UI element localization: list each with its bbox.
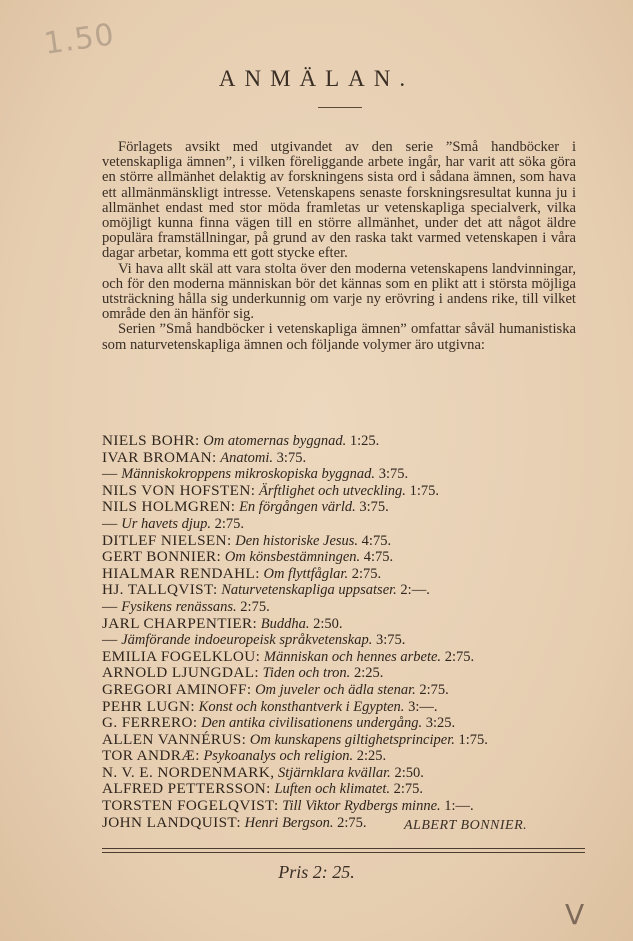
book-title: Människokroppens mikroskopiska byggnad.	[121, 466, 376, 483]
book-entry	[102, 599, 592, 616]
book-price: 1:75.	[409, 482, 439, 499]
book-author: DITLEF NIELSEN:	[102, 531, 232, 549]
book-title: Om flyttfåglar.	[263, 565, 349, 582]
book-title: Naturvetenskapliga uppsatser.	[221, 582, 397, 599]
title-divider	[318, 107, 362, 108]
publisher-signature: ALBERT BONNIER.	[404, 818, 528, 833]
book-price: 2:75.	[214, 515, 245, 532]
book-author: HJ. TALLQVIST:	[102, 581, 218, 599]
price-line: Pris 2: 25.	[278, 862, 355, 882]
book-price: 2:75.	[351, 565, 382, 582]
book-entry	[102, 450, 592, 467]
book-entry	[102, 499, 592, 516]
book-title: Om könsbestämningen.	[224, 549, 361, 566]
intro-paragraph: Förlagets avsikt med utgivandet av den serie ”Små handböcker i vetenskapliga ämnen”, i vilken föreliggande arbete ingår, har varit att söka göra en större allmänhet delaktig av forskningens sista ord i sådana ämnen, som hava ett allmänmänskligt intresse. Vetenskapens senaste forskningsresultat kunna ju i allmänhet endast med stor möda framletas ur vetenskapliga specialverk, vilka omöjligt kunna finna vägen till en större allmänhet, under det att något äldre populära framställningar, på grund av den raska takt varmed vetenskapen i våra dagar arbetar, komma ett gott stycke efter.	[102, 139, 576, 262]
book-entry	[102, 433, 592, 450]
book-author: TOR ANDRÆ:	[102, 747, 200, 765]
book-author: —	[102, 631, 118, 649]
book-price: 4:75.	[363, 549, 394, 566]
book-title: Fysikens renässans.	[121, 598, 237, 615]
book-price: 2:75.	[240, 598, 270, 615]
intro-text	[102, 140, 576, 353]
book-list	[102, 433, 592, 831]
book-author: TORSTEN FOGELQVIST:	[102, 797, 279, 815]
book-price: 2:50.	[394, 764, 424, 781]
book-price: 2:50.	[313, 615, 343, 632]
book-price: 2:75.	[444, 648, 475, 665]
book-title: En förgången värld.	[239, 499, 356, 516]
book-price: 2:—.	[400, 582, 430, 599]
book-price: 3:75.	[359, 499, 389, 516]
book-author: —	[102, 465, 118, 483]
book-title: Till Viktor Rydbergs minne.	[282, 798, 441, 815]
book-author: ALLEN VANNÉRUS:	[102, 730, 247, 748]
book-price: 1:75.	[458, 731, 488, 748]
book-entry	[102, 682, 592, 699]
book-title: Ärftlighet och utveckling.	[258, 482, 406, 499]
book-entry	[102, 483, 592, 500]
book-author: HIALMAR RENDAHL:	[102, 564, 260, 582]
book-title: Konst och konsthantverk i Egypten.	[198, 698, 405, 715]
corner-mark: V	[565, 898, 585, 931]
book-title: Psykoanalys och religion.	[203, 748, 354, 765]
book-author: JOHN LANDQUIST:	[102, 813, 241, 831]
book-author: —	[102, 514, 118, 532]
book-author: GERT BONNIER:	[102, 548, 222, 566]
book-author: NILS HOLMGREN:	[102, 498, 236, 516]
book-price: 3:75.	[276, 449, 307, 466]
book-entry	[102, 616, 592, 633]
book-title: Tiden och tron.	[262, 665, 351, 682]
book-author: GREGORI AMINOFF:	[102, 680, 252, 698]
book-price: 3:75.	[375, 632, 406, 649]
book-price: 2:25.	[353, 665, 384, 682]
book-entry	[102, 715, 592, 732]
book-author: ALFRED PETTERSSON:	[102, 780, 271, 798]
book-price: 4:75.	[361, 532, 392, 549]
intro-paragraph: Vi hava allt skäl att vara stolta över den moderna vetenskapens landvinningar, och för den moderna människan bör det kännas som en plikt att i största möjliga utsträckning hålla sig underkunnig om varje ny erövring i andens rike, till vilket område den än hänför sig.	[102, 260, 576, 323]
book-author: —	[102, 597, 118, 615]
book-entry	[102, 516, 592, 533]
book-title: Luften och klimatet.	[274, 781, 391, 798]
book-entry	[102, 798, 592, 815]
book-author: NILS VON HOFSTEN:	[102, 481, 256, 499]
double-rule-top	[102, 848, 585, 849]
book-entry	[102, 748, 592, 765]
intro-paragraph: Serien ”Små handböcker i vetenskapliga ämnen” omfattar såväl humanistiska som naturvetenskapliga ämnen och följande volymer äro utgivna:	[102, 321, 576, 353]
book-price: 3:—.	[408, 698, 438, 715]
book-entry	[102, 566, 592, 583]
book-price: 2:75.	[419, 681, 449, 698]
book-author: G. FERRERO:	[102, 714, 198, 732]
book-price: 2:75.	[337, 814, 367, 831]
book-title: Anatomi.	[220, 449, 274, 466]
book-entry	[102, 665, 592, 682]
book-title: Ur havets djup.	[121, 515, 212, 532]
book-author: ARNOLD LJUNGDAL:	[102, 664, 259, 682]
book-author: N. V. E. NORDENMARK,	[102, 763, 275, 781]
book-price: 1:25.	[349, 433, 380, 449]
book-title: Henri Bergson.	[244, 814, 334, 831]
page-title: ANMÄLAN.	[218, 66, 415, 91]
book-entry	[102, 466, 592, 483]
book-entry	[102, 765, 592, 782]
book-author: NIELS BOHR:	[102, 432, 200, 449]
book-entry	[102, 781, 592, 798]
book-price: 1:—.	[444, 798, 474, 815]
book-title: Jämförande indoeuropeisk språkvetenskap.	[121, 632, 373, 649]
book-author: PEHR LUGN:	[102, 697, 196, 715]
book-title: Buddha.	[260, 615, 310, 632]
book-entry	[102, 649, 592, 666]
book-price: 2:25.	[356, 748, 387, 765]
book-price: 2:75.	[393, 781, 424, 798]
book-title: Om juveler och ädla stenar.	[255, 681, 416, 698]
book-entry	[102, 582, 592, 599]
book-title: Den historiske Jesus.	[235, 532, 359, 549]
book-title: Stjärnklara kvällar.	[278, 764, 391, 781]
book-entry	[102, 632, 592, 649]
pencil-price-mark: 1.50	[41, 17, 117, 62]
book-entry	[102, 549, 592, 566]
book-title: Om kunskapens giltighetsprinciper.	[249, 731, 455, 748]
book-entry	[102, 533, 592, 550]
book-price: 3:25.	[425, 715, 456, 732]
book-title: Om atomernas byggnad.	[203, 433, 347, 449]
book-author: JARL CHARPENTIER:	[102, 614, 258, 632]
book-entry	[102, 699, 592, 716]
book-author: EMILIA FOGELKLOU:	[102, 647, 261, 665]
book-author: IVAR BROMAN:	[102, 448, 217, 466]
book-price: 3:75.	[378, 466, 409, 483]
book-entry	[102, 732, 592, 749]
book-title: Den antika civilisationens undergång.	[201, 715, 423, 732]
double-rule-bottom	[102, 852, 585, 853]
book-title: Människan och hennes arbete.	[263, 648, 442, 665]
